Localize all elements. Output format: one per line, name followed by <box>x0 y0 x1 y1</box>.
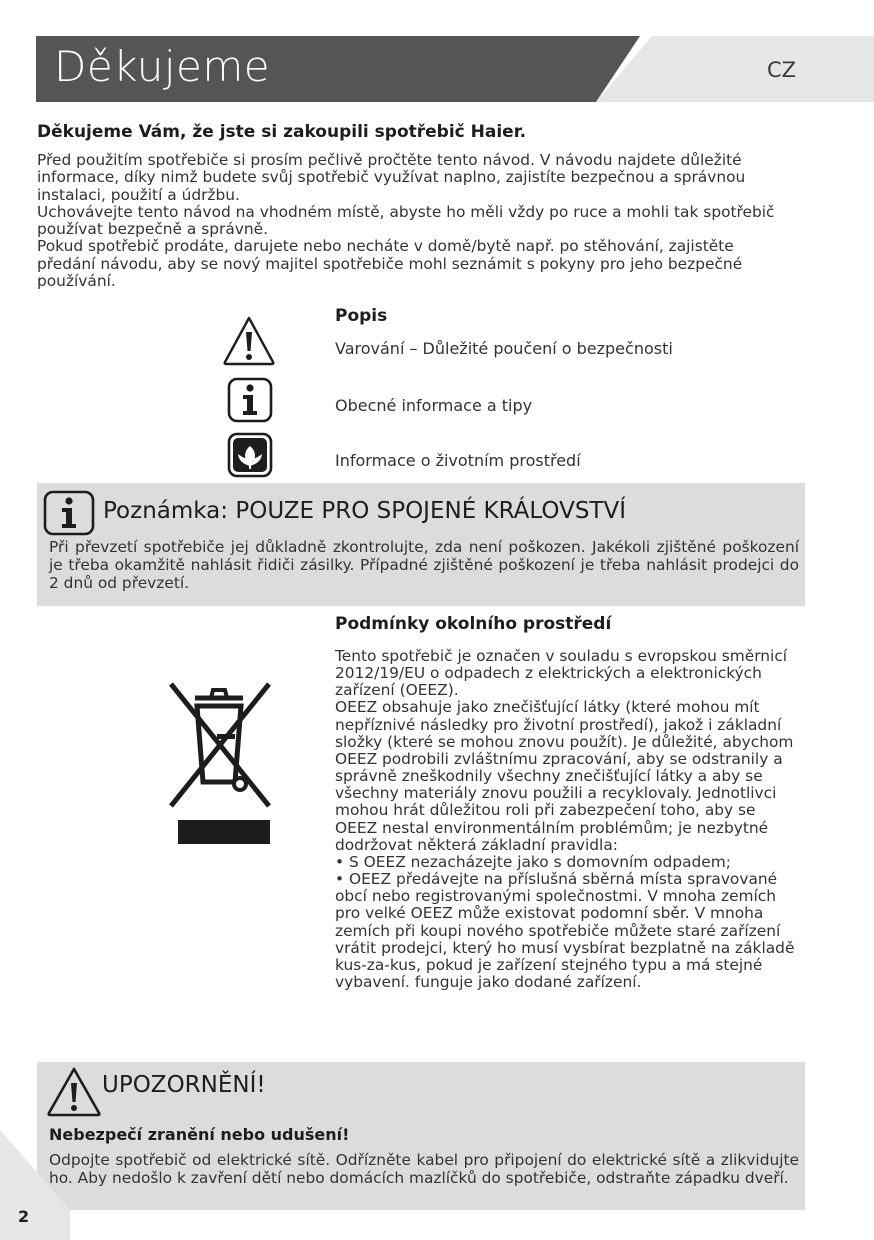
weee-crossed-bin-icon <box>165 676 275 846</box>
environment-icon <box>223 430 277 484</box>
warning-subtitle: Nebezpečí zranění nebo udušení! <box>49 1125 350 1144</box>
note-text <box>49 538 799 592</box>
legend-item-environment: Informace o životním prostředí <box>335 451 581 470</box>
warning-triangle-icon <box>222 314 276 368</box>
warning-text <box>49 1151 799 1187</box>
note-title: Poznámka: POUZE PRO SPOJENÉ KRÁLOVSTVÍ <box>103 498 627 524</box>
environment-paragraph: OEEZ obsahuje jako znečišťující látky (které mohou mít nepříznivé následky pro životní prostředí), jakož i základní složky (které se mohou znovu použít). Je důležité, abychom OEEZ podrobili zvláštnímu zpracování, aby se odstranily a správně zneškodnily všechny znečišťující látky a aby se všechny materiály znovu použili a recyklovaly. Jednotlivci mohou hrát důležitou roli při zabezpečení toho, aby se OEEZ nestal environmentálním problémům; je nezbytné dodržovat některá základní pravidla: <box>335 698 794 854</box>
language-code: CZ <box>767 58 797 82</box>
note-paragraph: Při převzetí spotřebiče jej důkladně zkontrolujte, zda není poškozen. Jakékoli zjištěné poškození je třeba okamžitě nahlásit řidiči zásilky. Případné zjištěné poškození je třeba nahlásit prodejci do 2 dnů od převzetí. <box>49 538 799 592</box>
warning-title: UPOZORNĚNÍ! <box>102 1072 266 1098</box>
environment-title: Podmínky okolního prostředí <box>335 614 612 634</box>
environment-paragraph: Tento spotřebič je označen v souladu s evropskou směrnicí 2012/19/EU o odpadech z elektrických a elektronických zařízení (OEEZ). <box>335 647 788 700</box>
environment-bullet: • OEEZ předávejte na příslušná sběrná místa spravované obcí nebo registrovanými společnostmi. V mnoha zemích pro velké OEEZ může existovat podomní sběr. V mnoha zemích při koupi nového spotřebiče můžete staré zařízení vrátit prodejci, který ho musí vysbírat bezplatně na základě kus-za-kus, pokud je zařízení stejného typu a má stejné vybavení. funguje jako dodané zařízení. <box>335 870 795 991</box>
intro-paragraph: Pokud spotřebič prodáte, darujete nebo necháte v domě/bytě např. po stěhování, zajistěte předání návodu, aby se nový majitel spotřebiče mohl seznámit s pokyny pro jeho bezpečné používání. <box>37 237 743 291</box>
environment-bullet: • S OEEZ nezacházejte jako s domovním odpadem; <box>335 852 731 871</box>
legend-item-warning: Varování – Důležité poučení o bezpečnosti <box>335 339 673 358</box>
legend-item-info: Obecné informace a tipy <box>335 396 533 415</box>
page-corner-decoration <box>0 1130 70 1240</box>
environment-text <box>335 648 799 991</box>
info-icon <box>42 490 96 536</box>
intro-paragraph: Uchovávejte tento návod na vhodném místě, abyste ho měli vždy po ruce a mohli tak spotřebič používat bezpečně a správně. <box>37 202 775 239</box>
warning-triangle-icon <box>46 1066 102 1118</box>
warning-paragraph: Odpojte spotřebič od elektrické sítě. Odřízněte kabel pro připojení do elektrické sítě a zlikvidujte ho. Aby nedošlo k zavření dětí nebo domácích mazlíčků do spotřebiče, odstraňte západku dveří. <box>49 1151 799 1187</box>
page-number: 2 <box>18 1207 30 1226</box>
header-language-bar <box>596 36 874 102</box>
legend-title: Popis <box>335 306 388 326</box>
info-icon <box>223 375 277 429</box>
page-title: Děkujeme <box>54 42 271 91</box>
intro-lead: Děkujeme Vám, že jste si zakoupili spotřebič Haier. <box>37 122 527 142</box>
intro-text <box>37 152 797 290</box>
intro-paragraph: Před použitím spotřebiče si prosím pečlivě pročtěte tento návod. V návodu najdete důležité informace, díky nimž budete svůj spotřebič využívat naplno, zajistíte bezpečnou a správnou instalaci, použití a údržbu. <box>37 151 746 204</box>
